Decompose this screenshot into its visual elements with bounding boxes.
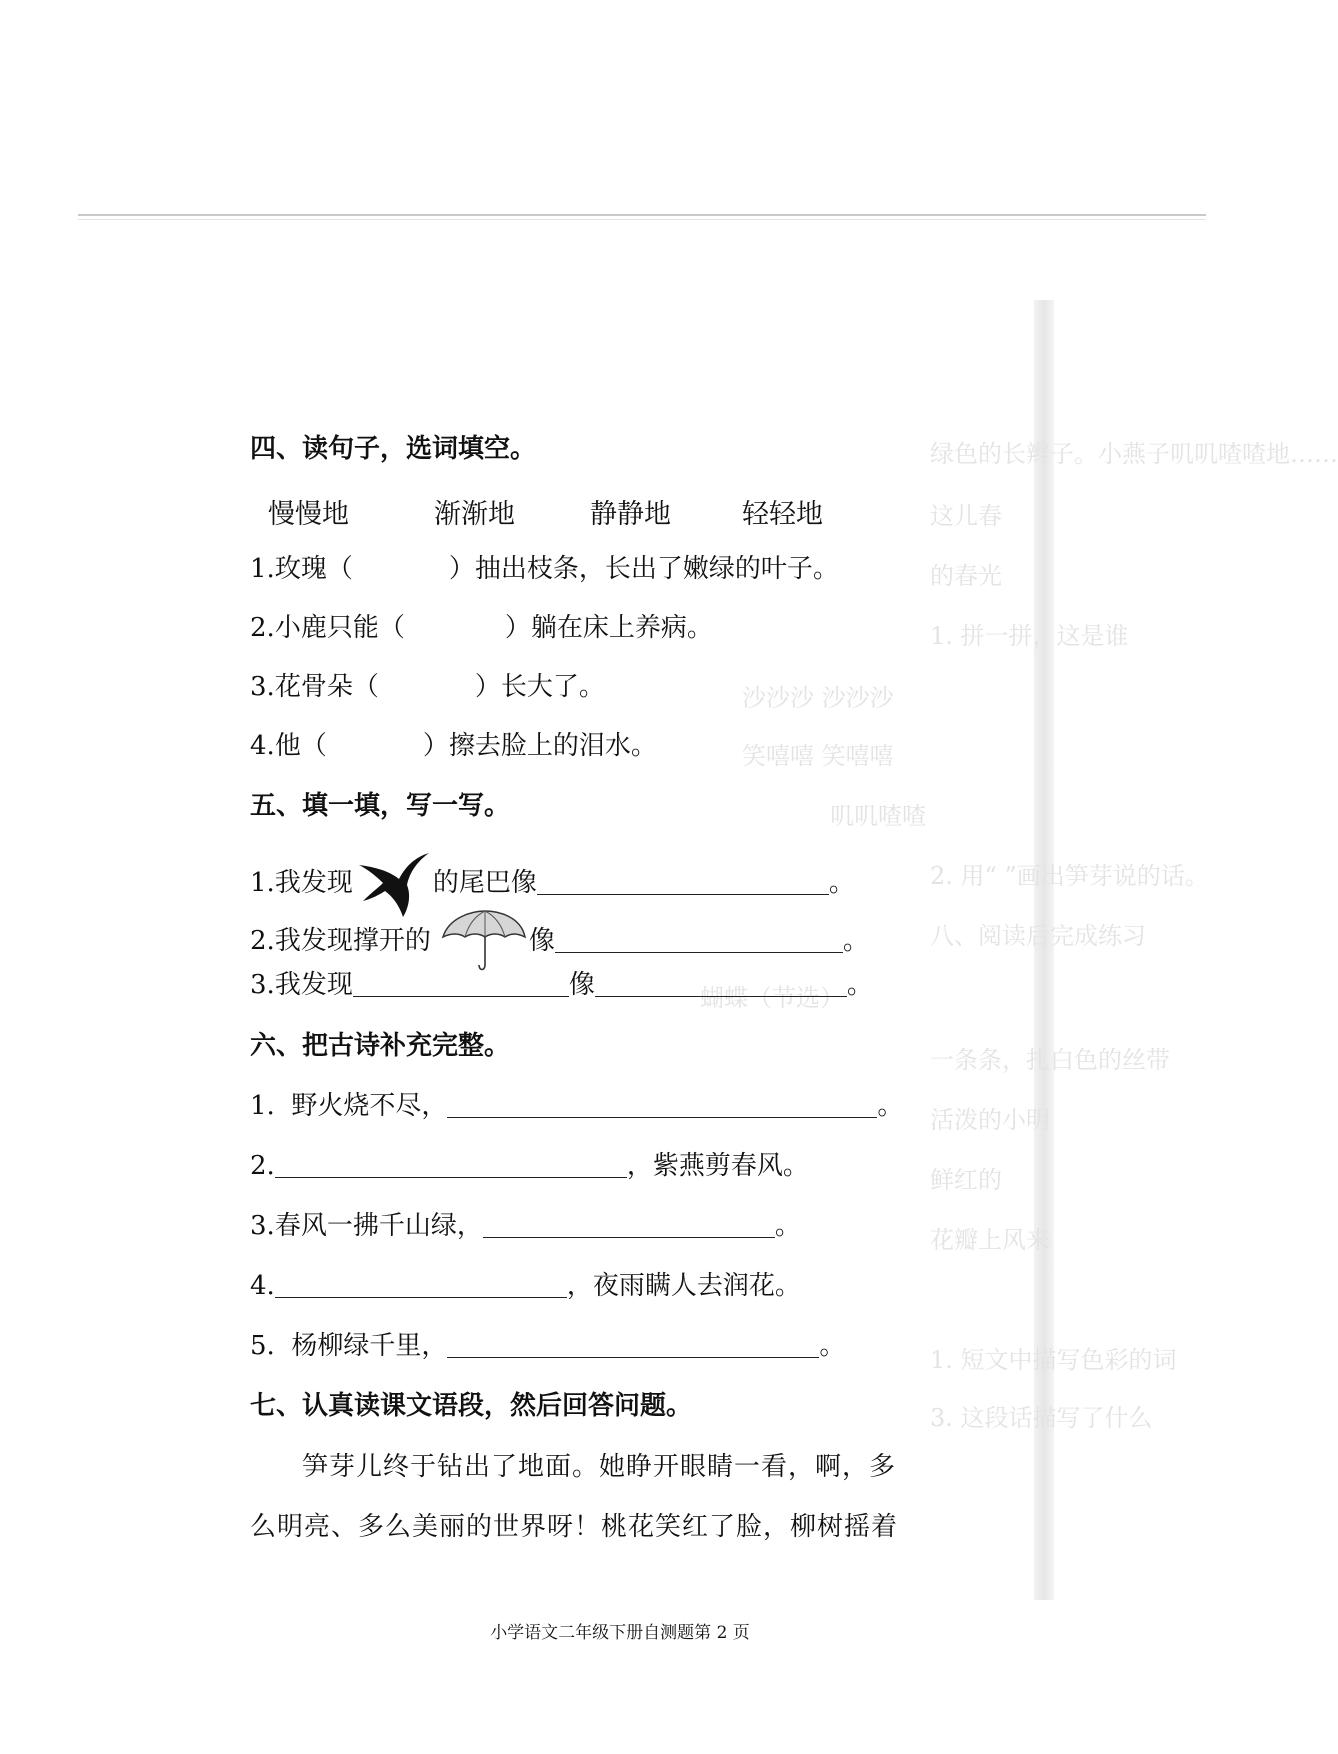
scan-top-edge <box>78 214 1206 216</box>
scan-top-edge-shadow <box>78 219 1206 220</box>
answer-blank[interactable] <box>483 1211 775 1238</box>
bleed-through-text: 沙沙沙 沙沙沙 <box>742 684 894 712</box>
poem-item-1: 1. 野火烧不尽， 。 <box>250 1091 904 1121</box>
answer-blank[interactable] <box>447 1331 819 1358</box>
bleed-through-text: 一条条，扎白色的丝带 <box>930 1046 1170 1074</box>
page-footer: 小学语文二年级下册自测题第 2 页 <box>490 1623 750 1643</box>
poem-item-2: 2. ，紫燕剪春风。 <box>250 1151 809 1181</box>
section-7-heading: 七、认真读课文语段，然后回答问题。 <box>250 1391 693 1421</box>
bleed-through-text: 1. 短文中描写色彩的词 <box>930 1346 1177 1374</box>
bleed-through-text: 1. 拼一拼，这是谁 <box>930 622 1129 650</box>
fill-item-5-2: 2.我发现撑开的 像 。 <box>250 909 869 975</box>
poem-item-3: 3.春风一拂千山绿， 。 <box>250 1211 801 1241</box>
word-choice-3: 静静地 <box>590 499 671 530</box>
bleed-through-text: 3. 这段话描写了什么 <box>930 1404 1153 1432</box>
answer-blank[interactable] <box>555 926 843 953</box>
fill-item-4-1: 1.玫瑰（ ）抽出枝条，长出了嫩绿的叶子。 <box>250 554 839 584</box>
bleed-through-text: 这儿春 <box>930 502 1002 530</box>
bleed-through-text: 活泼的小明 <box>930 1106 1050 1134</box>
bleed-through-text: 笑嘻嘻 笑嘻嘻 <box>742 742 894 770</box>
bleed-through-text: 2. 用“ ”画出笋芽说的话。 <box>930 862 1209 890</box>
answer-blank[interactable] <box>275 1151 627 1178</box>
section-5-heading: 五、填一填，写一写。 <box>250 791 511 821</box>
fill-item-5-3: 3.我发现 像 。 <box>250 970 873 1000</box>
answer-blank[interactable] <box>353 970 569 997</box>
poem-item-5: 5. 杨柳绿千里， 。 <box>250 1331 846 1361</box>
word-choice-2: 渐渐地 <box>434 499 515 530</box>
fill-item-4-2: 2.小鹿只能（ ）躺在床上养病。 <box>250 613 713 643</box>
fill-item-5-1: 1.我发现 的尾巴像 。 <box>250 849 855 919</box>
section-6-heading: 六、把古诗补充完整。 <box>250 1031 511 1061</box>
bleed-through-text: 蝴蝶（节选） <box>700 984 844 1012</box>
word-choice-1: 慢慢地 <box>268 499 349 530</box>
fill-item-4-3: 3.花骨朵（ ）长大了。 <box>250 672 605 702</box>
section-4-heading: 四、读句子，选词填空。 <box>250 434 537 464</box>
bleed-through-text: 花瓣上风来 <box>930 1226 1050 1254</box>
word-choice-4: 轻轻地 <box>742 499 823 530</box>
bleed-through-text: 鲜红的 <box>930 1166 1002 1194</box>
bleed-through-text: 的春光 <box>930 562 1002 590</box>
poem-item-4: 4. ，夜雨瞒人去润花。 <box>250 1271 801 1301</box>
answer-blank[interactable] <box>447 1091 877 1118</box>
bleed-through-text: 绿色的长辫子。小燕子叽叽喳喳地…… <box>930 440 1338 468</box>
bleed-through-text: 八、阅读后完成练习 <box>930 922 1146 950</box>
fill-item-4-4: 4.他（ ）擦去脸上的泪水。 <box>250 731 657 761</box>
umbrella-icon <box>431 909 529 975</box>
answer-blank[interactable] <box>595 970 847 997</box>
bleed-through-text: 叽叽喳喳 <box>830 802 926 830</box>
scan-right-edge <box>1034 300 1054 1600</box>
reading-paragraph-line-2: 么明亮、多么美丽的世界呀！桃花笑红了脸，柳树摇着 <box>250 1512 899 1542</box>
reading-paragraph-line-1: 笋芽儿终于钻出了地面。她睁开眼睛一看，啊，多 <box>302 1452 897 1482</box>
answer-blank[interactable] <box>275 1271 567 1298</box>
answer-blank[interactable] <box>537 868 829 895</box>
